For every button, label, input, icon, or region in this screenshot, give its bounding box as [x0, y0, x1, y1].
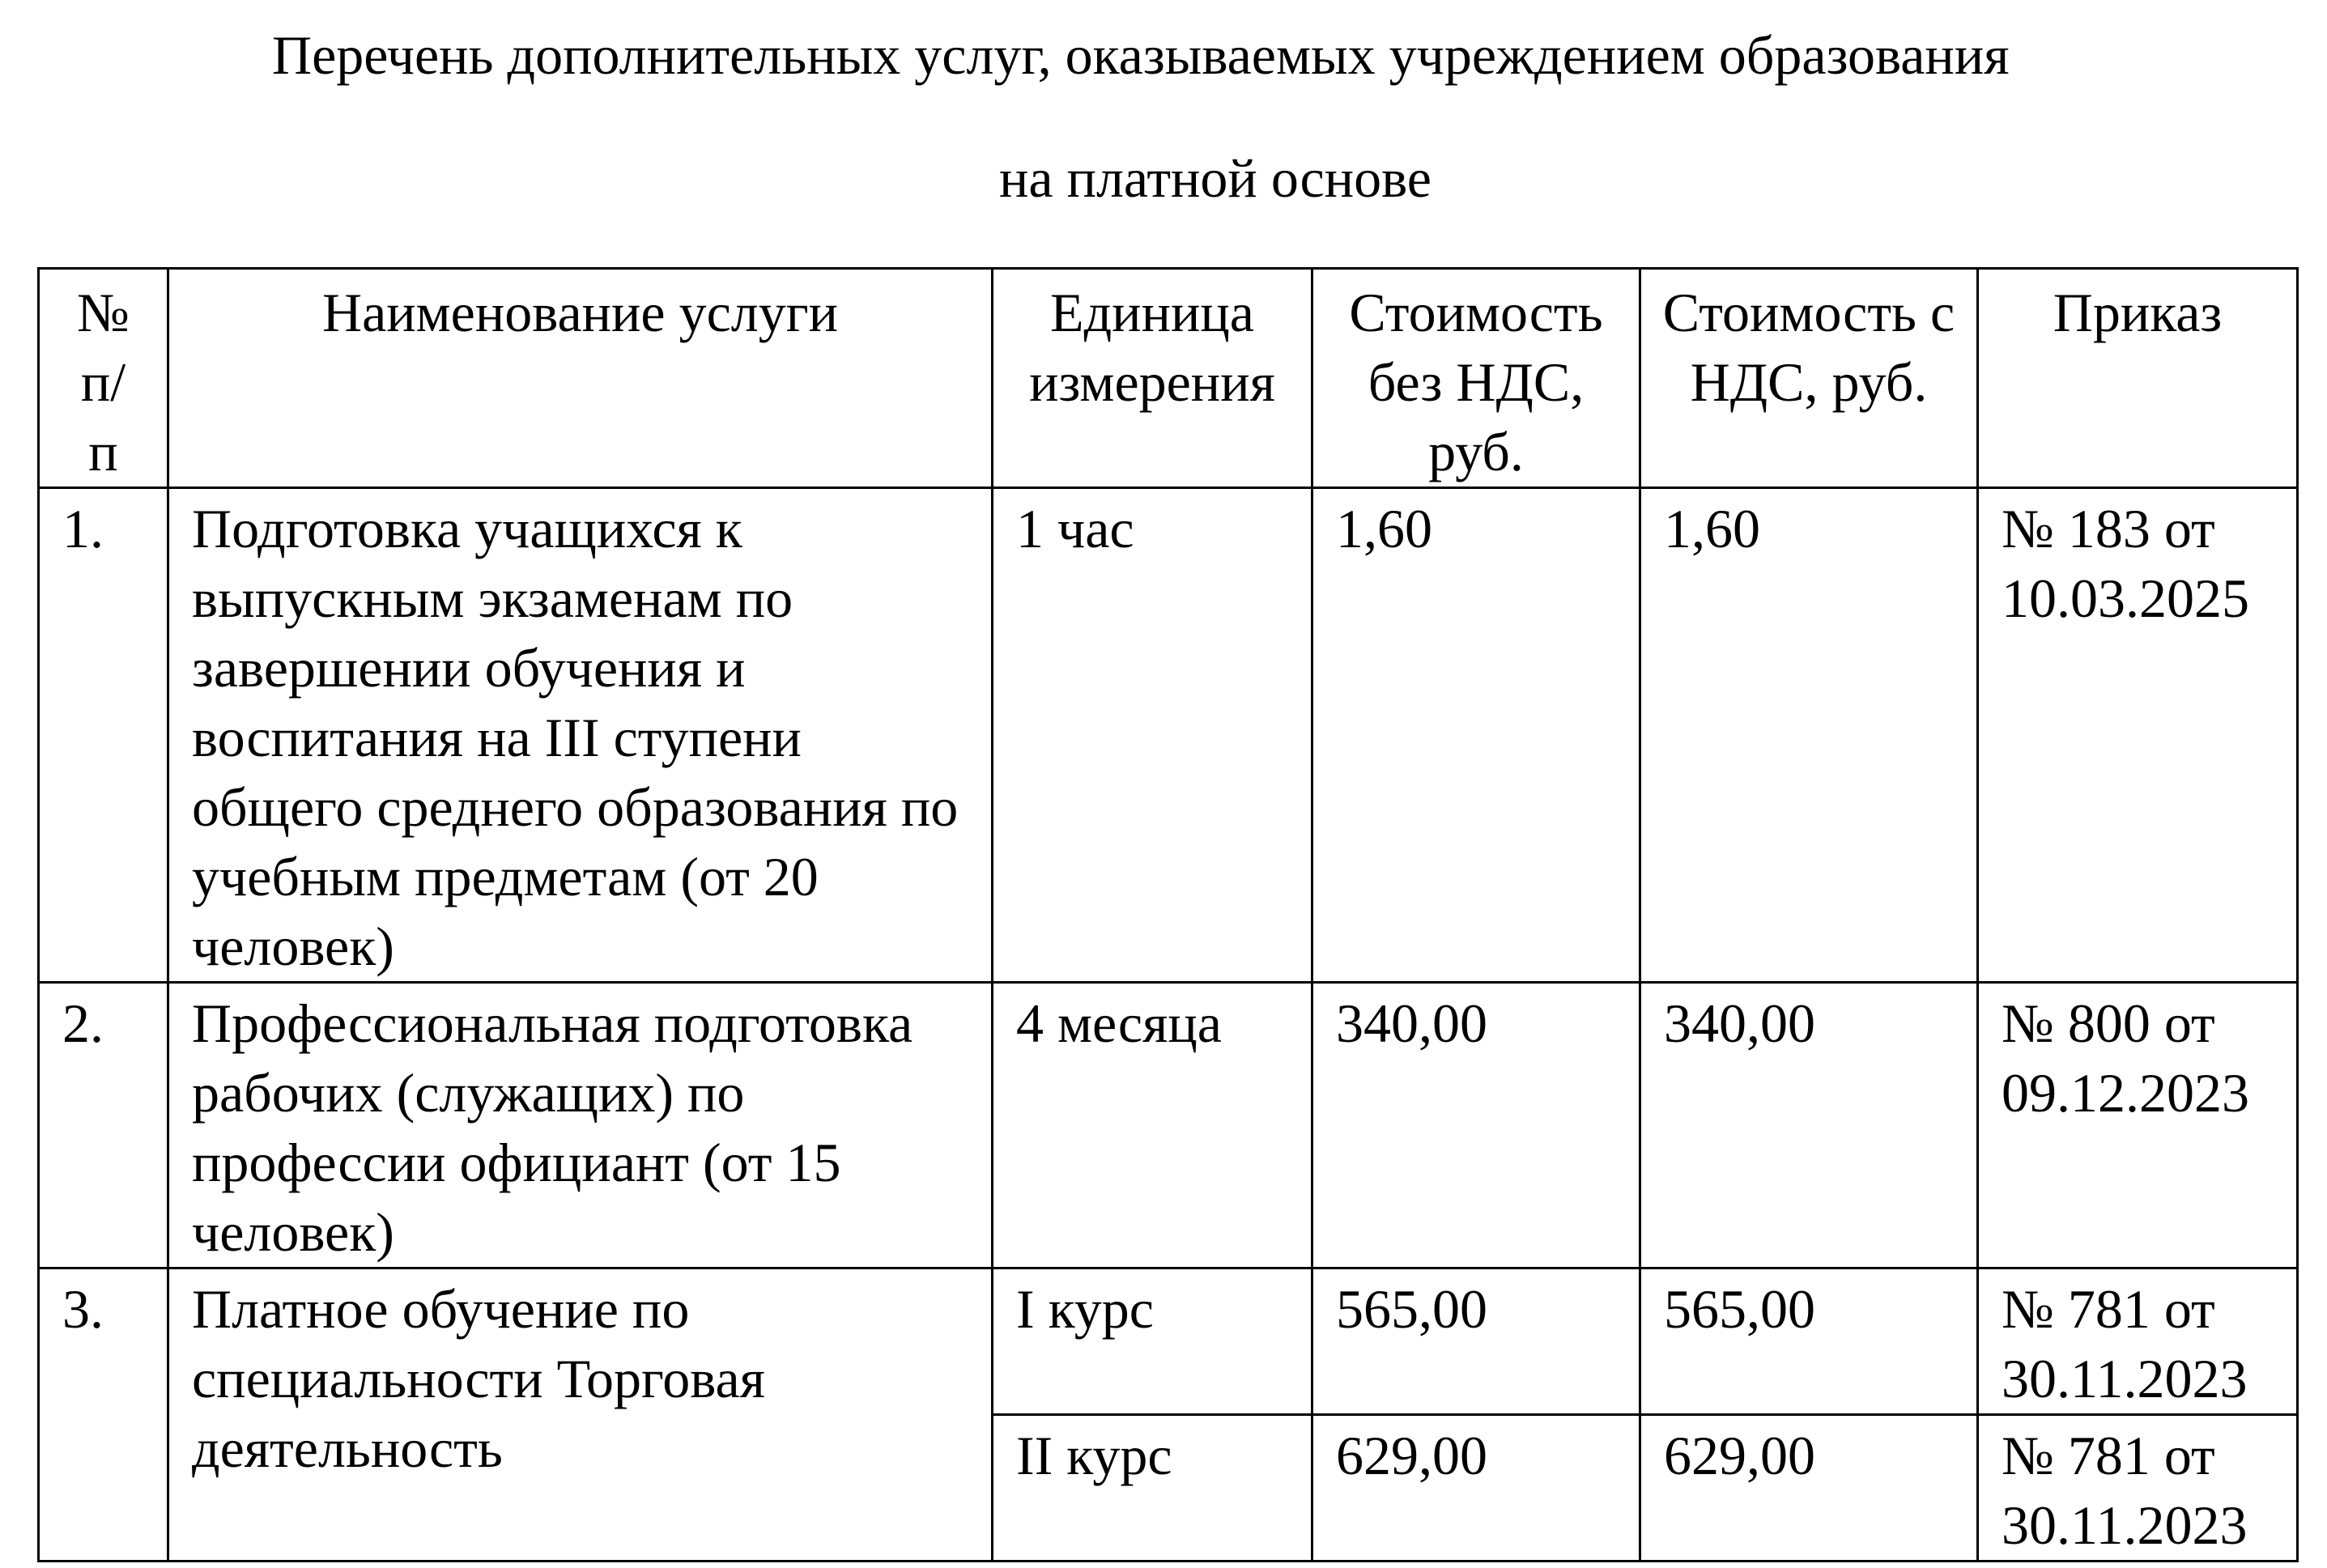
row-unit: 1 час [993, 488, 1312, 983]
row-cost-vat: 1,60 [1640, 488, 1978, 983]
header-name: Наименование услуги [168, 269, 993, 488]
table-header-row [39, 269, 2298, 488]
row-order: № 800 от 09.12.2023 [1978, 983, 2298, 1268]
row-cost-vat: 629,00 [1640, 1415, 1978, 1562]
services-table [37, 267, 2299, 1562]
row-num: 1. [39, 488, 168, 983]
header-cost-no-vat: Стоимость без НДС, руб. [1312, 269, 1640, 488]
table-row [39, 1268, 2298, 1415]
header-order: Приказ [1978, 269, 2298, 488]
row-unit: II курс [993, 1415, 1312, 1562]
row-order: № 781 от 30.11.2023 [1978, 1415, 2298, 1562]
row-cost-vat: 340,00 [1640, 983, 1978, 1268]
row-order: № 781 от 30.11.2023 [1978, 1268, 2298, 1415]
row-unit: 4 месяца [993, 983, 1312, 1268]
table-row [39, 983, 2298, 1268]
row-unit: I курс [993, 1268, 1312, 1415]
row-order: № 183 от 10.03.2025 [1978, 488, 2298, 983]
table-row [39, 488, 2298, 983]
row-cost-no-vat: 565,00 [1312, 1268, 1640, 1415]
header-unit: Единица измерения [993, 269, 1312, 488]
row-num: 3. [39, 1268, 168, 1562]
row-num: 2. [39, 983, 168, 1268]
row-cost-no-vat: 629,00 [1312, 1415, 1640, 1562]
row-service-name: Подготовка учащихся к выпускным экзаменам по завершении обучения и воспитания на III ступени общего среднего образования по учебным предметам (от 20 человек) [168, 488, 993, 983]
header-num: № п/п [39, 269, 168, 488]
row-cost-no-vat: 340,00 [1312, 983, 1640, 1268]
row-service-name: Профессиональная подготовка рабочих (служащих) по профессии официант (от 15 человек) [168, 983, 993, 1268]
row-service-name: Платное обучение по специальности Торговая деятельность [168, 1268, 993, 1562]
header-cost-vat: Стоимость с НДС, руб. [1640, 269, 1978, 488]
row-cost-no-vat: 1,60 [1312, 488, 1640, 983]
document-title-line-2: на платной основе [999, 147, 1432, 209]
row-cost-vat: 565,00 [1640, 1268, 1978, 1415]
document-title-line-1: Перечень дополнительных услуг, оказываемых учреждением образования [272, 24, 2010, 86]
